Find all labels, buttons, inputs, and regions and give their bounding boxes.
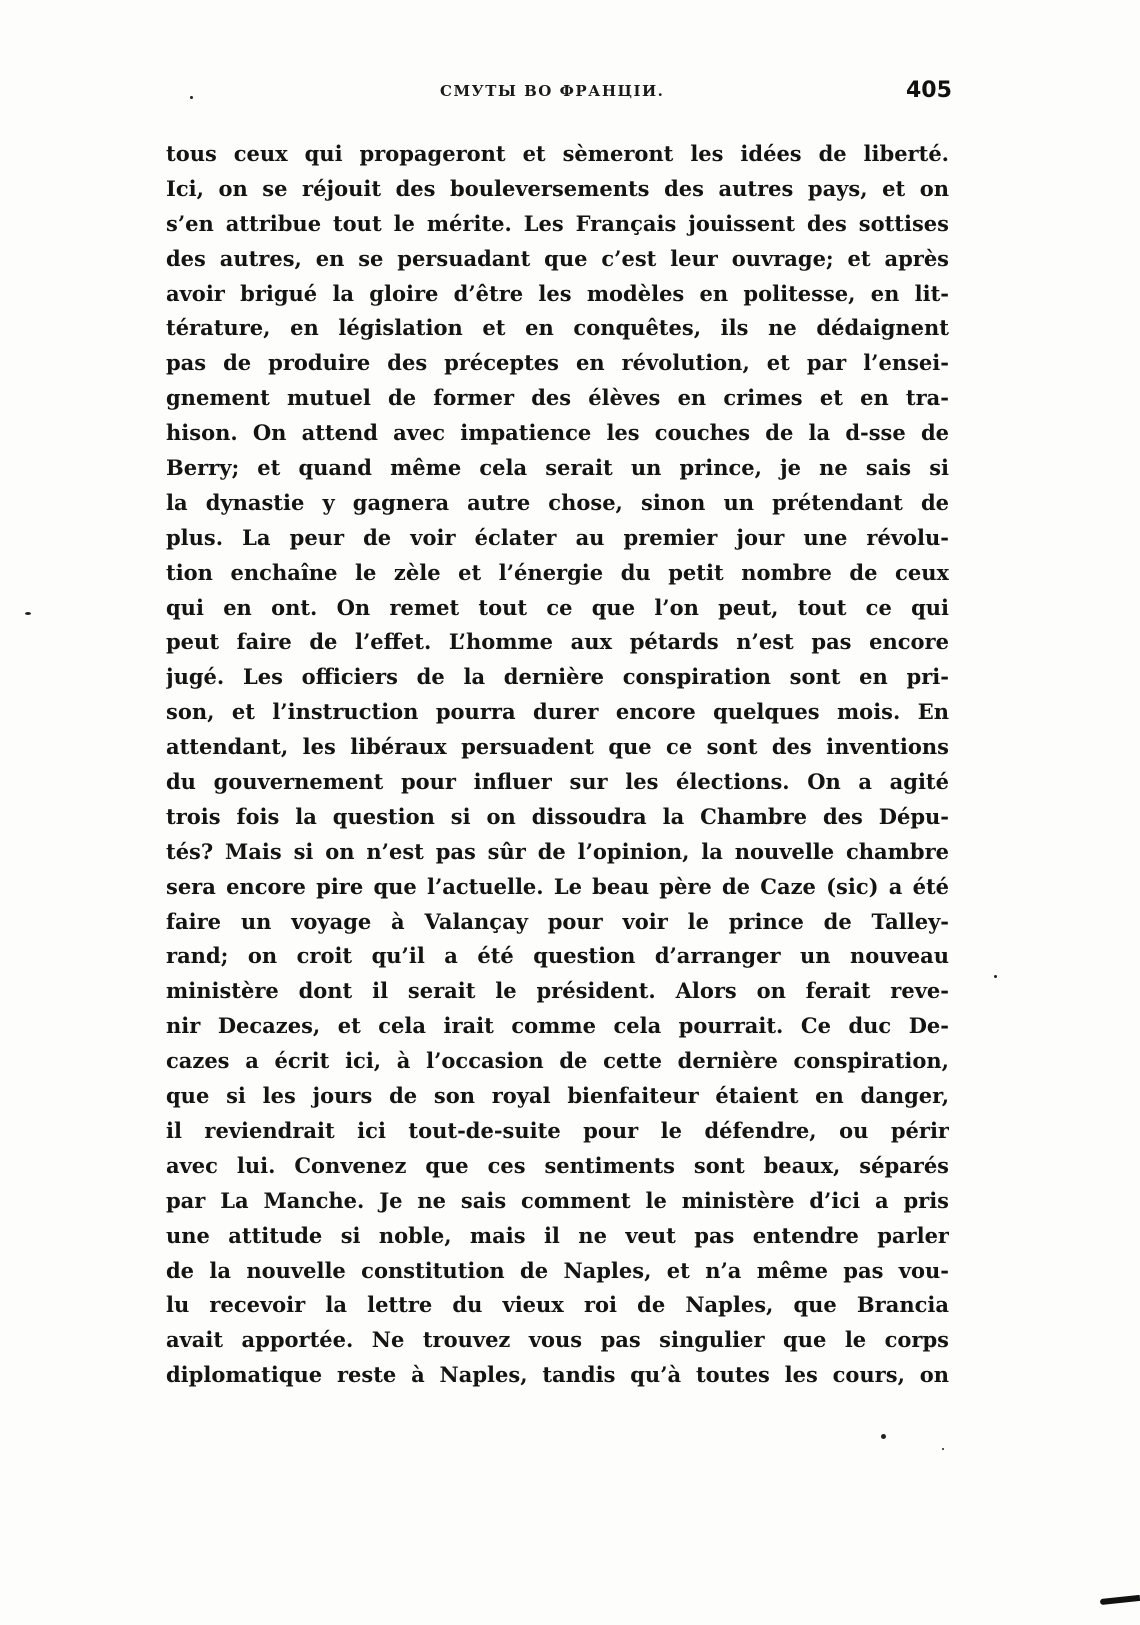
text-line: diplomatique reste à Naples, tandis qu’à toutes les cours, on: [166, 1362, 949, 1388]
page-number: 405: [906, 78, 952, 103]
text-line: attendant, les libéraux persuadent que ce sont des inventions: [166, 734, 949, 760]
text-line: du gouvernement pour influer sur les élections. On a agité: [166, 769, 949, 795]
text-line: la dynastie y gagnera autre chose, sinon un prétendant de: [166, 489, 949, 515]
text-line: faire un voyage à Valançay pour voir le prince de Talley-: [166, 908, 949, 934]
text-line: gnement mutuel de former des élèves en crimes et en tra-: [166, 385, 949, 411]
text-line: térature, en législation et en conquêtes, ils ne dédaignent: [166, 315, 949, 341]
text-line: tés? Mais si on n’est pas sûr de l’opinion, la nouvelle chambre: [166, 838, 949, 864]
text-line: tous ceux qui propageront et sèmeront les idées de liberté.: [166, 141, 949, 166]
text-line: avec lui. Convenez que ces sentiments sont beaux, séparés: [166, 1152, 949, 1178]
text-line: trois fois la question si on dissoudra la Chambre des Dépu-: [166, 803, 949, 829]
text-line: de la nouvelle constitution de Naples, et n’a même pas vou-: [166, 1257, 949, 1283]
text-line: s’en attribue tout le mérite. Les Français jouissent des sottises: [166, 210, 949, 236]
text-line: ministère dont il serait le président. Alors on ferait reve-: [166, 978, 949, 1004]
scan-speck: [942, 1448, 944, 1450]
text-line: plus. La peur de voir éclater au premier jour une révolu-: [166, 524, 949, 550]
text-line: une attitude si noble, mais il ne veut pas entendre parler: [166, 1222, 949, 1248]
text-line: hison. On attend avec impatience les couches de la d-sse de: [166, 420, 949, 446]
text-line: qui en ont. On remet tout ce que l’on peut, tout ce qui: [166, 594, 949, 620]
scan-mark: [1100, 1595, 1140, 1605]
text-line: tion enchaîne le zèle et l’énergie du petit nombre de ceux: [166, 559, 949, 585]
text-line: avait apportée. Ne trouvez vous pas singulier que le corps: [166, 1327, 949, 1353]
running-head: СМУТЫ ВО ФРАНЦІИ.: [440, 82, 665, 100]
scan-speck: [881, 1434, 886, 1439]
text-line: Berry; et quand même cela serait un prince, je ne sais si: [166, 455, 949, 481]
scan-speck: [25, 612, 31, 615]
text-line: jugé. Les officiers de la dernière conspiration sont en pri-: [166, 664, 949, 690]
text-line: sera encore pire que l’actuelle. Le beau père de Caze (sic) a été: [166, 873, 949, 899]
text-line: nir Decazes, et cela irait comme cela pourrait. Ce duc De-: [166, 1013, 949, 1039]
text-line: peut faire de l’effet. L’homme aux pétards n’est pas encore: [166, 629, 949, 655]
scan-speck: [994, 975, 997, 978]
text-line: pas de produire des préceptes en révolution, et par l’ensei-: [166, 350, 949, 376]
text-line: Ici, on se réjouit des bouleversements des autres pays, et on: [166, 175, 949, 201]
text-line: il reviendrait ici tout-de-suite pour le défendre, ou périr: [166, 1117, 949, 1143]
text-line: par La Manche. Je ne sais comment le ministère d’ici a pris: [166, 1187, 949, 1213]
text-line: lu recevoir la lettre du vieux roi de Naples, que Brancia: [166, 1292, 949, 1318]
text-line: cazes a écrit ici, à l’occasion de cette dernière conspiration,: [166, 1048, 949, 1074]
scan-speck: [190, 96, 193, 99]
text-line: avoir brigué la gloire d’être les modèles en politesse, en lit-: [166, 280, 949, 306]
text-line: rand; on croit qu’il a été question d’arranger un nouveau: [166, 943, 949, 969]
text-line: des autres, en se persuadant que c’est leur ouvrage; et après: [166, 245, 949, 271]
text-line: que si les jours de son royal bienfaiteur étaient en danger,: [166, 1083, 949, 1109]
text-line: son, et l’instruction pourra durer encore quelques mois. En: [166, 699, 949, 725]
body-text: [166, 137, 949, 1393]
